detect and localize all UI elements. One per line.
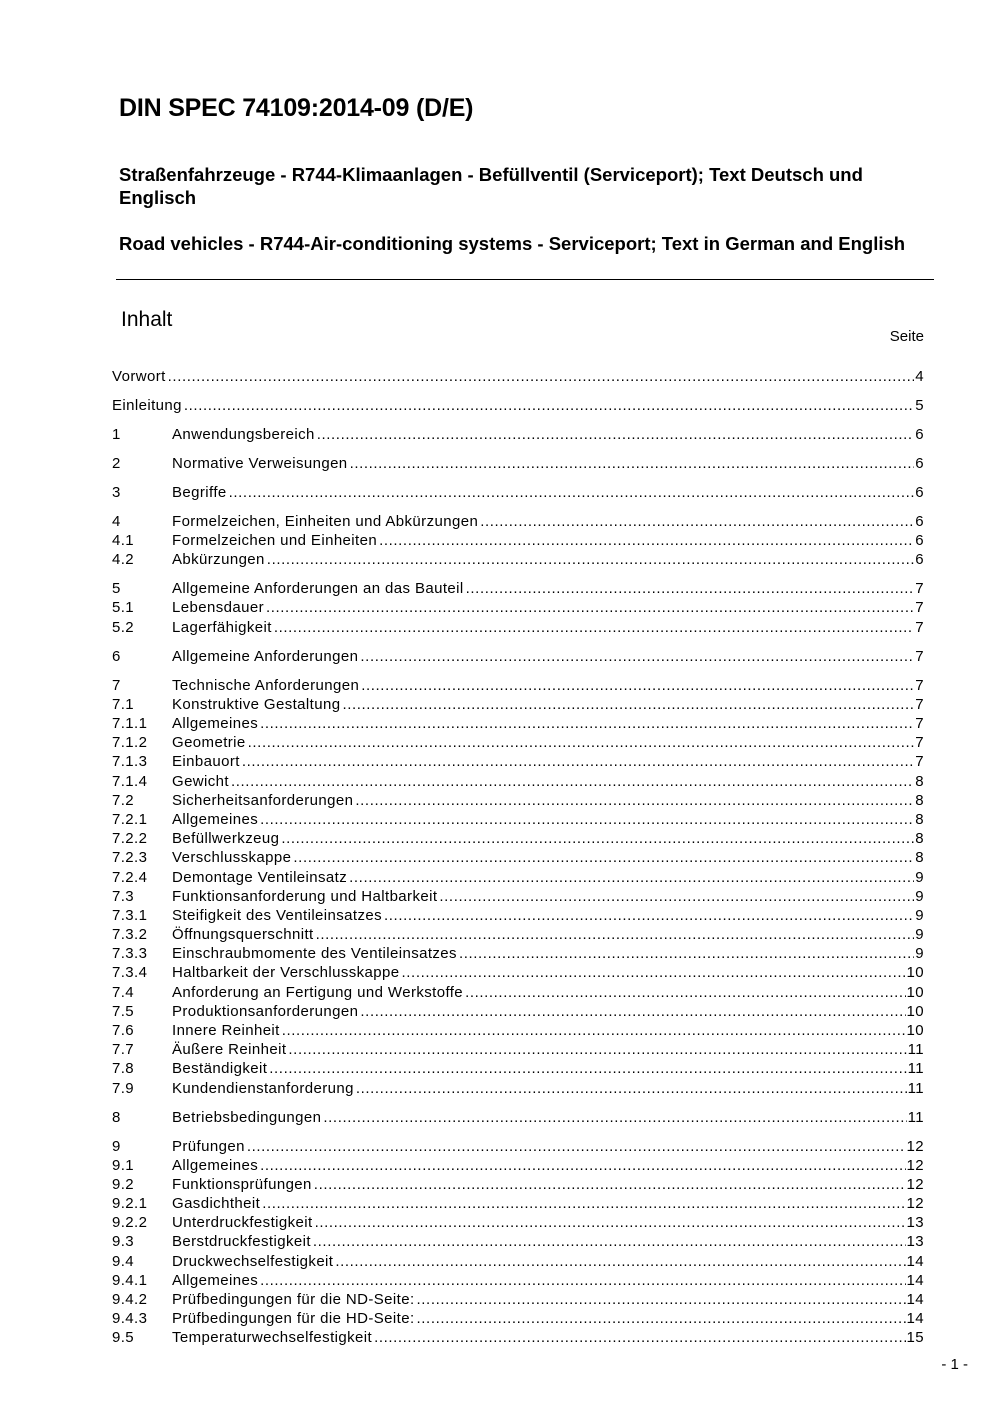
toc-entry-number: 1 — [112, 425, 121, 443]
toc-entry-title — [172, 512, 914, 531]
toc-entry-page: 9 — [915, 887, 924, 905]
toc-entry[interactable] — [112, 887, 924, 906]
toc-entry-page: 8 — [915, 830, 924, 848]
toc-entry-page: 13 — [906, 1233, 924, 1251]
toc-entry[interactable] — [112, 598, 924, 617]
dot-leader — [361, 676, 914, 695]
dot-leader — [480, 512, 914, 531]
dot-leader — [439, 887, 914, 906]
toc-entry-number: 7.1 — [112, 695, 135, 713]
dot-leader — [229, 483, 915, 502]
dot-leader — [184, 396, 914, 415]
toc-entry-page: 7 — [915, 715, 924, 732]
toc-entry[interactable] — [112, 454, 924, 473]
toc-entry-label: Prüfbedingungen für die HD-Seite: — [172, 1310, 415, 1328]
toc-entry-page: 14 — [906, 1271, 924, 1289]
toc-entry-number: 7.3.2 — [112, 926, 148, 944]
toc-entry-page: 7 — [915, 734, 924, 752]
toc-entry-page: 6 — [915, 512, 924, 530]
toc-entry-label: Normative Verweisungen — [172, 454, 348, 472]
dot-leader — [260, 810, 914, 829]
dot-leader — [417, 1290, 906, 1309]
toc-entry-page: 6 — [915, 425, 924, 443]
toc-entry-label: Vorwort — [112, 368, 166, 385]
dot-leader — [266, 598, 914, 617]
toc-entry-page: 14 — [906, 1310, 924, 1328]
dot-leader — [314, 1175, 906, 1194]
toc-entry-page: 7 — [915, 753, 924, 771]
toc-entry-page: 7 — [915, 647, 924, 665]
toc-entry-title — [172, 598, 914, 617]
toc-entry-page: 5 — [915, 396, 924, 414]
dot-leader — [313, 1232, 906, 1251]
toc-entry-number: 9.3 — [112, 1233, 135, 1251]
toc-entry-title — [172, 772, 914, 791]
toc-entry[interactable] — [112, 695, 924, 714]
toc-entry[interactable] — [112, 1002, 924, 1021]
dot-leader — [342, 695, 914, 714]
toc-entry-title — [172, 550, 914, 569]
dot-leader — [168, 367, 915, 386]
toc-entry-label: Äußere Reinheit — [172, 1041, 287, 1059]
toc-entry-number: 7.3.1 — [112, 906, 148, 924]
toc-entry-number: 7.2 — [112, 791, 135, 809]
toc-entry-title — [172, 1021, 906, 1040]
toc-entry-number: 7.5 — [112, 1002, 135, 1020]
toc-entry-number: 7 — [112, 676, 121, 694]
toc-entry-label: Lebensdauer — [172, 599, 264, 617]
toc-entry-label: Prüfungen — [172, 1137, 245, 1155]
toc-entry[interactable] — [112, 772, 924, 791]
toc-entry-number: 4 — [112, 512, 121, 530]
toc-entry[interactable] — [112, 1194, 924, 1213]
toc-entry-number: 7.9 — [112, 1079, 135, 1097]
title-english: Road vehicles - R744-Air-conditioning systems - Serviceport; Text in German and English — [119, 233, 906, 254]
toc-entry-page: 8 — [915, 772, 924, 790]
toc-entry-label: Anforderung an Fertigung und Werkstoffe — [172, 983, 464, 1001]
toc-entry-title — [172, 848, 914, 867]
dot-leader — [355, 791, 914, 810]
toc-entry[interactable] — [112, 810, 924, 829]
toc-entry-number: 7.1.1 — [112, 715, 148, 732]
toc-entry[interactable] — [112, 1175, 924, 1194]
toc-entry[interactable] — [112, 647, 924, 666]
toc-entry[interactable] — [112, 1137, 924, 1156]
toc-entry[interactable] — [112, 1021, 924, 1040]
toc-entry-page: 9 — [915, 906, 924, 924]
dot-leader — [260, 1156, 905, 1175]
toc-entry[interactable] — [112, 367, 924, 386]
dot-leader — [274, 618, 914, 637]
toc-entry[interactable] — [112, 1328, 924, 1347]
toc-entry-label: Berstdruckfestigkeit — [172, 1233, 311, 1251]
toc-entry-page: 4 — [915, 368, 924, 385]
toc-entry-page: 10 — [906, 1022, 924, 1039]
toc-entry-number: 7.2.4 — [112, 868, 148, 886]
toc-entry-page: 10 — [906, 983, 924, 1001]
toc-entry-label: Unterdruckfestigkeit — [172, 1214, 313, 1232]
toc-entry-title — [172, 810, 914, 829]
toc-entry[interactable] — [112, 944, 924, 963]
toc-entry-label: Druckwechselfestigkeit — [172, 1252, 334, 1270]
toc-entry-number: 7.8 — [112, 1060, 135, 1078]
toc-entry[interactable] — [112, 512, 924, 531]
toc-entry-label: Gewicht — [172, 772, 229, 790]
dot-leader — [242, 752, 914, 771]
toc-entry-title — [172, 1213, 906, 1232]
table-of-contents — [112, 367, 924, 1348]
toc-entry-page: 13 — [906, 1214, 924, 1232]
toc-entry-number: 9.2 — [112, 1175, 135, 1193]
toc-entry-label: Einschraubmomente des Ventileinsatzes — [172, 945, 457, 963]
toc-entry[interactable] — [112, 714, 924, 733]
toc-entry-number: 7.3.3 — [112, 945, 148, 963]
toc-entry-title — [112, 396, 914, 415]
toc-entry[interactable] — [112, 1309, 924, 1328]
dot-leader — [323, 1108, 906, 1127]
toc-entry-page: 6 — [915, 483, 924, 501]
toc-entry-label: Begriffe — [172, 483, 227, 501]
toc-entry-title — [112, 367, 914, 386]
toc-entry-number: 9.5 — [112, 1329, 135, 1347]
toc-entry-title — [172, 1271, 906, 1290]
toc-entry-page: 14 — [906, 1252, 924, 1270]
toc-entry-title — [172, 963, 906, 982]
dot-leader — [247, 1137, 906, 1156]
toc-entry-number: 7.2.1 — [112, 810, 148, 828]
toc-entry-label: Allgemeine Anforderungen — [172, 647, 359, 665]
toc-entry-number: 4.1 — [112, 532, 135, 550]
toc-entry-number: 5.2 — [112, 618, 135, 636]
toc-entry-page: 12 — [906, 1175, 924, 1193]
toc-entry-title — [172, 618, 914, 637]
toc-entry[interactable] — [112, 1156, 924, 1175]
toc-entry-page: 15 — [906, 1329, 924, 1347]
contents-heading: Inhalt — [121, 308, 173, 331]
toc-entry-title — [172, 983, 906, 1002]
toc-entry[interactable] — [112, 531, 924, 550]
title-german: Straßenfahrzeuge - R744-Klimaanlagen - Befüllventil (Serviceport); Text Deutsch und Englisch — [119, 164, 863, 208]
toc-entry-number: 7.1.3 — [112, 753, 148, 771]
toc-entry[interactable] — [112, 983, 924, 1002]
dot-leader — [248, 733, 915, 752]
dot-leader — [269, 1059, 906, 1078]
toc-entry-page: 7 — [915, 580, 924, 598]
toc-entry-label: Sicherheitsanforderungen — [172, 791, 354, 809]
toc-entry[interactable] — [112, 425, 924, 444]
toc-entry-page: 8 — [915, 791, 924, 809]
toc-entry[interactable] — [112, 1271, 924, 1290]
toc-entry-label: Verschlusskappe — [172, 849, 292, 867]
toc-entry-title — [172, 695, 914, 714]
page-number: - 1 - — [941, 1356, 968, 1373]
toc-entry-label: Formelzeichen und Einheiten — [172, 532, 378, 550]
toc-entry-label: Formelzeichen, Einheiten und Abkürzungen — [172, 512, 479, 530]
toc-entry-title — [172, 1328, 906, 1347]
toc-entry-page: 7 — [915, 599, 924, 617]
dot-leader — [379, 531, 914, 550]
toc-entry-title — [172, 1137, 906, 1156]
toc-entry[interactable] — [112, 1059, 924, 1078]
toc-entry-title — [172, 1232, 906, 1251]
toc-entry-title — [172, 829, 914, 848]
toc-entry-label: Konstruktive Gestaltung — [172, 695, 341, 713]
toc-entry-title — [172, 714, 914, 733]
toc-entry-number: 2 — [112, 454, 121, 472]
toc-entry-page: 12 — [906, 1156, 924, 1174]
toc-entry-label: Haltbarkeit der Verschlusskappe — [172, 964, 400, 982]
dot-leader — [360, 1002, 905, 1021]
dot-leader — [281, 829, 914, 848]
toc-entry-title — [172, 791, 914, 810]
toc-entry-label: Steifigkeit des Ventileinsatzes — [172, 906, 383, 924]
toc-entry-label: Allgemeines — [172, 1271, 259, 1289]
dot-leader — [267, 550, 914, 569]
toc-entry-title — [172, 1252, 906, 1271]
toc-entry-number: 8 — [112, 1108, 121, 1126]
toc-entry-label: Innere Reinheit — [172, 1022, 280, 1039]
dot-leader — [465, 983, 905, 1002]
toc-entry-label: Einleitung — [112, 396, 182, 414]
toc-entry[interactable] — [112, 848, 924, 867]
toc-entry-title — [172, 868, 914, 887]
toc-entry-number: 7.4 — [112, 983, 135, 1001]
toc-entry-label: Anwendungsbereich — [172, 425, 315, 443]
dot-leader — [360, 647, 914, 666]
toc-entry-label: Abkürzungen — [172, 551, 265, 569]
toc-entry-label: Allgemeine Anforderungen an das Bauteil — [172, 580, 464, 598]
toc-entry[interactable] — [112, 1079, 924, 1098]
toc-entry-number: 6 — [112, 647, 121, 665]
toc-entry-title — [172, 483, 914, 502]
dot-leader — [417, 1309, 906, 1328]
document-number: DIN SPEC 74109:2014-09 (D/E) — [119, 94, 474, 122]
toc-entry-number: 9.1 — [112, 1156, 135, 1174]
toc-entry-page: 6 — [915, 532, 924, 550]
title-rule — [116, 279, 934, 280]
toc-entry-page: 9 — [915, 868, 924, 886]
toc-entry-title — [172, 1175, 906, 1194]
toc-entry-number: 7.2.2 — [112, 830, 148, 848]
toc-entry-page: 12 — [906, 1195, 924, 1213]
toc-entry-label: Kundendienstanforderung — [172, 1079, 354, 1097]
toc-entry-number: 9.4.2 — [112, 1291, 148, 1309]
toc-entry-title — [172, 647, 914, 666]
toc-entry[interactable] — [112, 550, 924, 569]
toc-entry-label: Temperaturwechselfestigkeit — [172, 1329, 373, 1347]
toc-entry[interactable] — [112, 829, 924, 848]
toc-entry[interactable] — [112, 676, 924, 695]
toc-entry-page: 8 — [915, 810, 924, 828]
dot-leader — [293, 848, 914, 867]
toc-entry-page: 10 — [906, 1002, 924, 1020]
toc-entry[interactable] — [112, 1040, 924, 1059]
toc-entry-number: 5.1 — [112, 599, 135, 617]
toc-entry[interactable] — [112, 791, 924, 810]
dot-leader — [262, 1194, 905, 1213]
toc-entry-title — [172, 1156, 906, 1175]
toc-entry-title — [172, 579, 914, 598]
toc-entry[interactable] — [112, 1108, 924, 1127]
dot-leader — [288, 1040, 906, 1059]
toc-entry-label: Befüllwerkzeug — [172, 830, 280, 848]
toc-entry[interactable] — [112, 733, 924, 752]
toc-entry-page: 11 — [907, 1041, 924, 1059]
toc-entry[interactable] — [112, 483, 924, 502]
toc-entry-label: Allgemeines — [172, 715, 259, 732]
toc-entry-title — [172, 1040, 907, 1059]
toc-entry-label: Öffnungsquerschnitt — [172, 926, 314, 944]
dot-leader — [402, 963, 906, 982]
toc-entry-title — [172, 733, 914, 752]
toc-entry-title — [172, 906, 914, 925]
toc-entry-label: Lagerfähigkeit — [172, 618, 272, 636]
toc-entry-number: 7.1.2 — [112, 734, 148, 752]
toc-entry-page: 12 — [906, 1137, 924, 1155]
dot-leader — [260, 714, 914, 733]
toc-entry-number: 9.4.1 — [112, 1271, 148, 1289]
toc-entry-label: Beständigkeit — [172, 1060, 268, 1078]
toc-entry-number: 7.7 — [112, 1041, 135, 1059]
toc-entry[interactable] — [112, 396, 924, 415]
toc-entry-title — [172, 925, 914, 944]
toc-entry-number: 7.3.4 — [112, 964, 148, 982]
dot-leader — [374, 1328, 905, 1347]
toc-entry-title — [172, 1002, 906, 1021]
page-column-label: Seite — [889, 328, 924, 345]
dot-leader — [350, 454, 915, 473]
toc-entry-number: 7.1.4 — [112, 772, 148, 790]
toc-entry-page: 6 — [915, 551, 924, 569]
toc-entry-label: Betriebsbedingungen — [172, 1108, 322, 1126]
toc-entry-number: 9.4 — [112, 1252, 135, 1270]
toc-entry-title — [172, 1079, 907, 1098]
dot-leader — [317, 425, 915, 444]
dot-leader — [459, 944, 914, 963]
toc-entry-label: Produktionsanforderungen — [172, 1002, 359, 1020]
toc-entry-number: 7.3 — [112, 887, 135, 905]
dot-leader — [315, 1213, 906, 1232]
toc-entry-label: Gasdichtheit — [172, 1195, 261, 1213]
toc-entry-page: 11 — [907, 1108, 924, 1126]
toc-entry-number: 9.2.2 — [112, 1214, 148, 1232]
toc-entry-title — [172, 425, 914, 444]
dot-leader — [356, 1079, 907, 1098]
toc-entry-number: 7.6 — [112, 1022, 135, 1039]
toc-entry-number: 3 — [112, 483, 121, 501]
toc-entry-label: Geometrie — [172, 734, 246, 752]
dot-leader — [282, 1021, 906, 1040]
toc-entry-title — [172, 1059, 907, 1078]
toc-entry[interactable] — [112, 1213, 924, 1232]
toc-entry-page: 9 — [915, 926, 924, 944]
toc-entry[interactable] — [112, 1290, 924, 1309]
toc-entry-page: 6 — [915, 454, 924, 472]
toc-entry-page: 7 — [915, 618, 924, 636]
dot-leader — [316, 925, 915, 944]
toc-entry-label: Technische Anforderungen — [172, 676, 360, 694]
toc-entry-label: Demontage Ventileinsatz — [172, 868, 348, 886]
dot-leader — [349, 868, 914, 887]
toc-entry-number: 9.2.1 — [112, 1195, 148, 1213]
toc-entry-number: 5 — [112, 580, 121, 598]
toc-entry-number: 9.4.3 — [112, 1310, 148, 1328]
toc-entry-page: 7 — [915, 676, 924, 694]
toc-entry[interactable] — [112, 752, 924, 771]
toc-entry-page: 11 — [907, 1079, 924, 1097]
toc-entry-page: 8 — [915, 849, 924, 867]
dot-leader — [260, 1271, 905, 1290]
toc-entry-title — [172, 454, 914, 473]
dot-leader — [466, 579, 915, 598]
toc-entry-title — [172, 1108, 907, 1127]
toc-entry-number: 7.2.3 — [112, 849, 148, 867]
toc-entry-title — [172, 1290, 906, 1309]
toc-entry-label: Prüfbedingungen für die ND-Seite: — [172, 1291, 415, 1309]
toc-entry-label: Funktionsprüfungen — [172, 1175, 312, 1193]
toc-entry-title — [172, 887, 914, 906]
toc-entry[interactable] — [112, 963, 924, 982]
toc-entry[interactable] — [112, 925, 924, 944]
toc-entry-number: 4.2 — [112, 551, 135, 569]
dot-leader — [384, 906, 914, 925]
toc-entry-page: 11 — [907, 1060, 924, 1078]
toc-entry[interactable] — [112, 1232, 924, 1251]
toc-entry-page: 9 — [915, 945, 924, 963]
toc-entry[interactable] — [112, 579, 924, 598]
toc-entry[interactable] — [112, 1252, 924, 1271]
toc-entry[interactable] — [112, 618, 924, 637]
toc-entry-label: Einbauort — [172, 753, 240, 771]
toc-entry-label: Funktionsanforderung und Haltbarkeit — [172, 887, 438, 905]
toc-entry-title — [172, 531, 914, 550]
toc-entry-label: Allgemeines — [172, 810, 259, 828]
toc-entry-page: 10 — [906, 964, 924, 982]
dot-leader — [231, 772, 914, 791]
dot-leader — [335, 1252, 905, 1271]
toc-entry-page: 14 — [906, 1291, 924, 1309]
toc-entry-number: 9 — [112, 1137, 121, 1155]
toc-entry-page: 7 — [915, 695, 924, 713]
toc-entry-title — [172, 752, 914, 771]
toc-entry-title — [172, 1194, 906, 1213]
toc-entry[interactable] — [112, 868, 924, 887]
toc-entry-title — [172, 944, 914, 963]
toc-entry-title — [172, 676, 914, 695]
toc-entry-label: Allgemeines — [172, 1156, 259, 1174]
toc-entry[interactable] — [112, 906, 924, 925]
toc-entry-title — [172, 1309, 906, 1328]
